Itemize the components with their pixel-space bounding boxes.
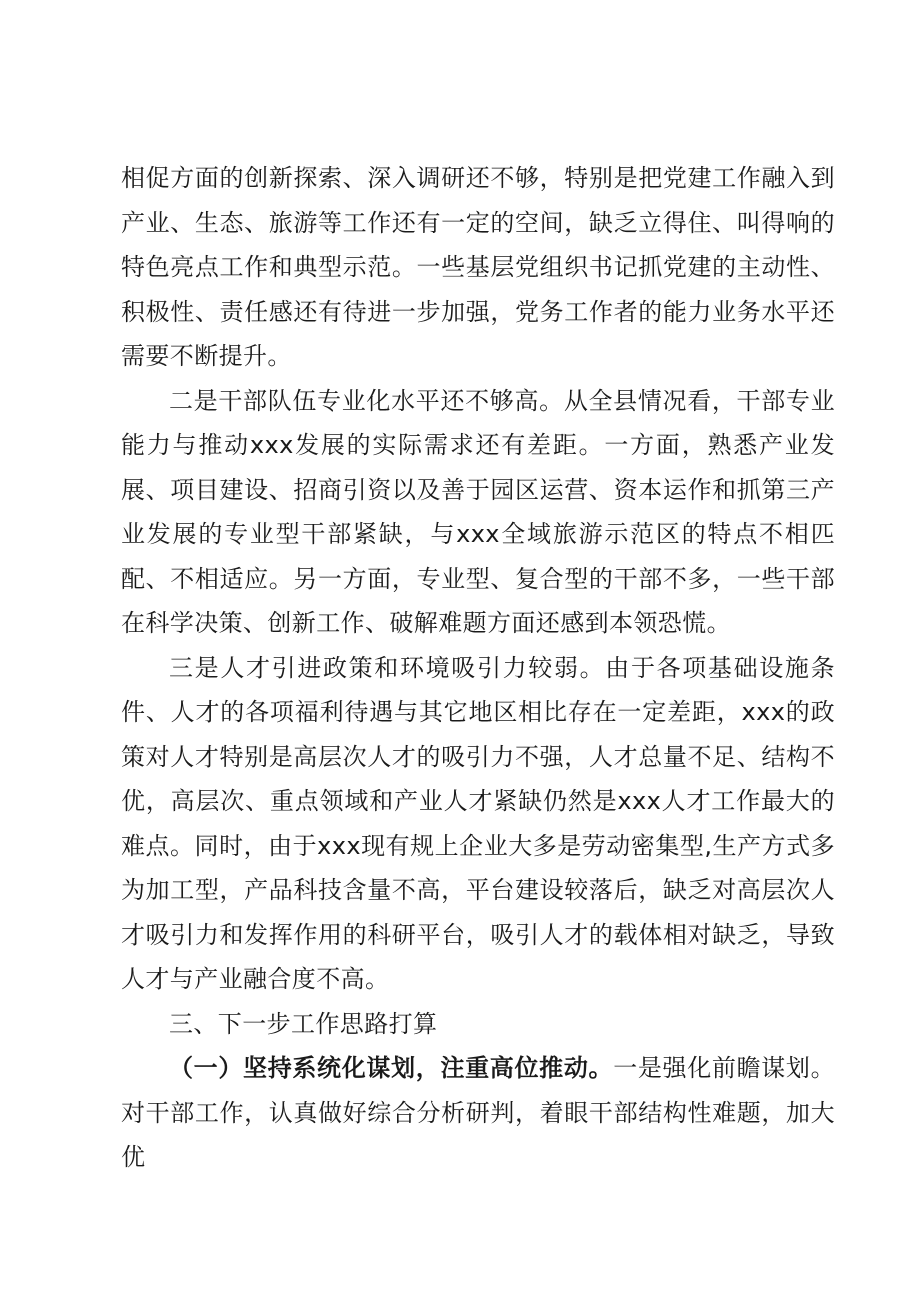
paragraph-talent-policy: 三是人才引进政策和环境吸引力较弱。由于各项基础设施条件、人才的各项福利待遇与其它地区相比存在一定差距，xxx的政策对人才特别是高层次人才的吸引力不强，人才总量不足、结构不优，高层次、重点领域和产业人才紧缺仍然是xxx人才工作最大的难点。同时，由于xxx现有规上企业大多是劳动密集型,生产方式多为加工型，产品科技含量不高，平台建设较落后，缺乏对高层次人才吸引力和发挥作用的科研平台，吸引人才的载体相对缺乏，导致人才与产业融合度不高。 [121,653,835,993]
paragraph-systematic-planning [121,1046,835,1180]
section-heading-next-steps: 三、下一步工作思路打算 [169,1009,438,1038]
paragraph-cadre-professionalism: 二是干部队伍专业化水平还不够高。从全县情况看，干部专业能力与推动xxx发展的实际需求还有差距。一方面，熟悉产业发展、项目建设、招商引资以及善于园区运营、资本运作和抓第三产业发展的专业型干部紧缺，与xxx全域旅游示范区的特点不相匹配、不相适应。另一方面，专业型、复合型的干部不多，一些干部在科学决策、创新工作、破解难题方面还感到本领恐慌。 [121,386,835,637]
paragraph-continuation: 相促方面的创新探索、深入调研还不够，特别是把党建工作融入到产业、生态、旅游等工作还有一定的空间，缺乏立得住、叫得响的特色亮点工作和典型示范。一些基层党组织书记抓党建的主动性、积极性、责任感还有待进一步加强，党务工作者的能力业务水平还需要不断提升。 [121,164,835,370]
subheading-systematic-planning: （一）坚持系统化谋划，注重高位推动。 [169,1054,614,1082]
document-body [121,156,835,1180]
paragraph-systematic-planning-text: 一是强化前瞻谋划。对干部工作，认真做好综合分析研判，着眼干部结构性难题，加大优 [121,1054,835,1171]
